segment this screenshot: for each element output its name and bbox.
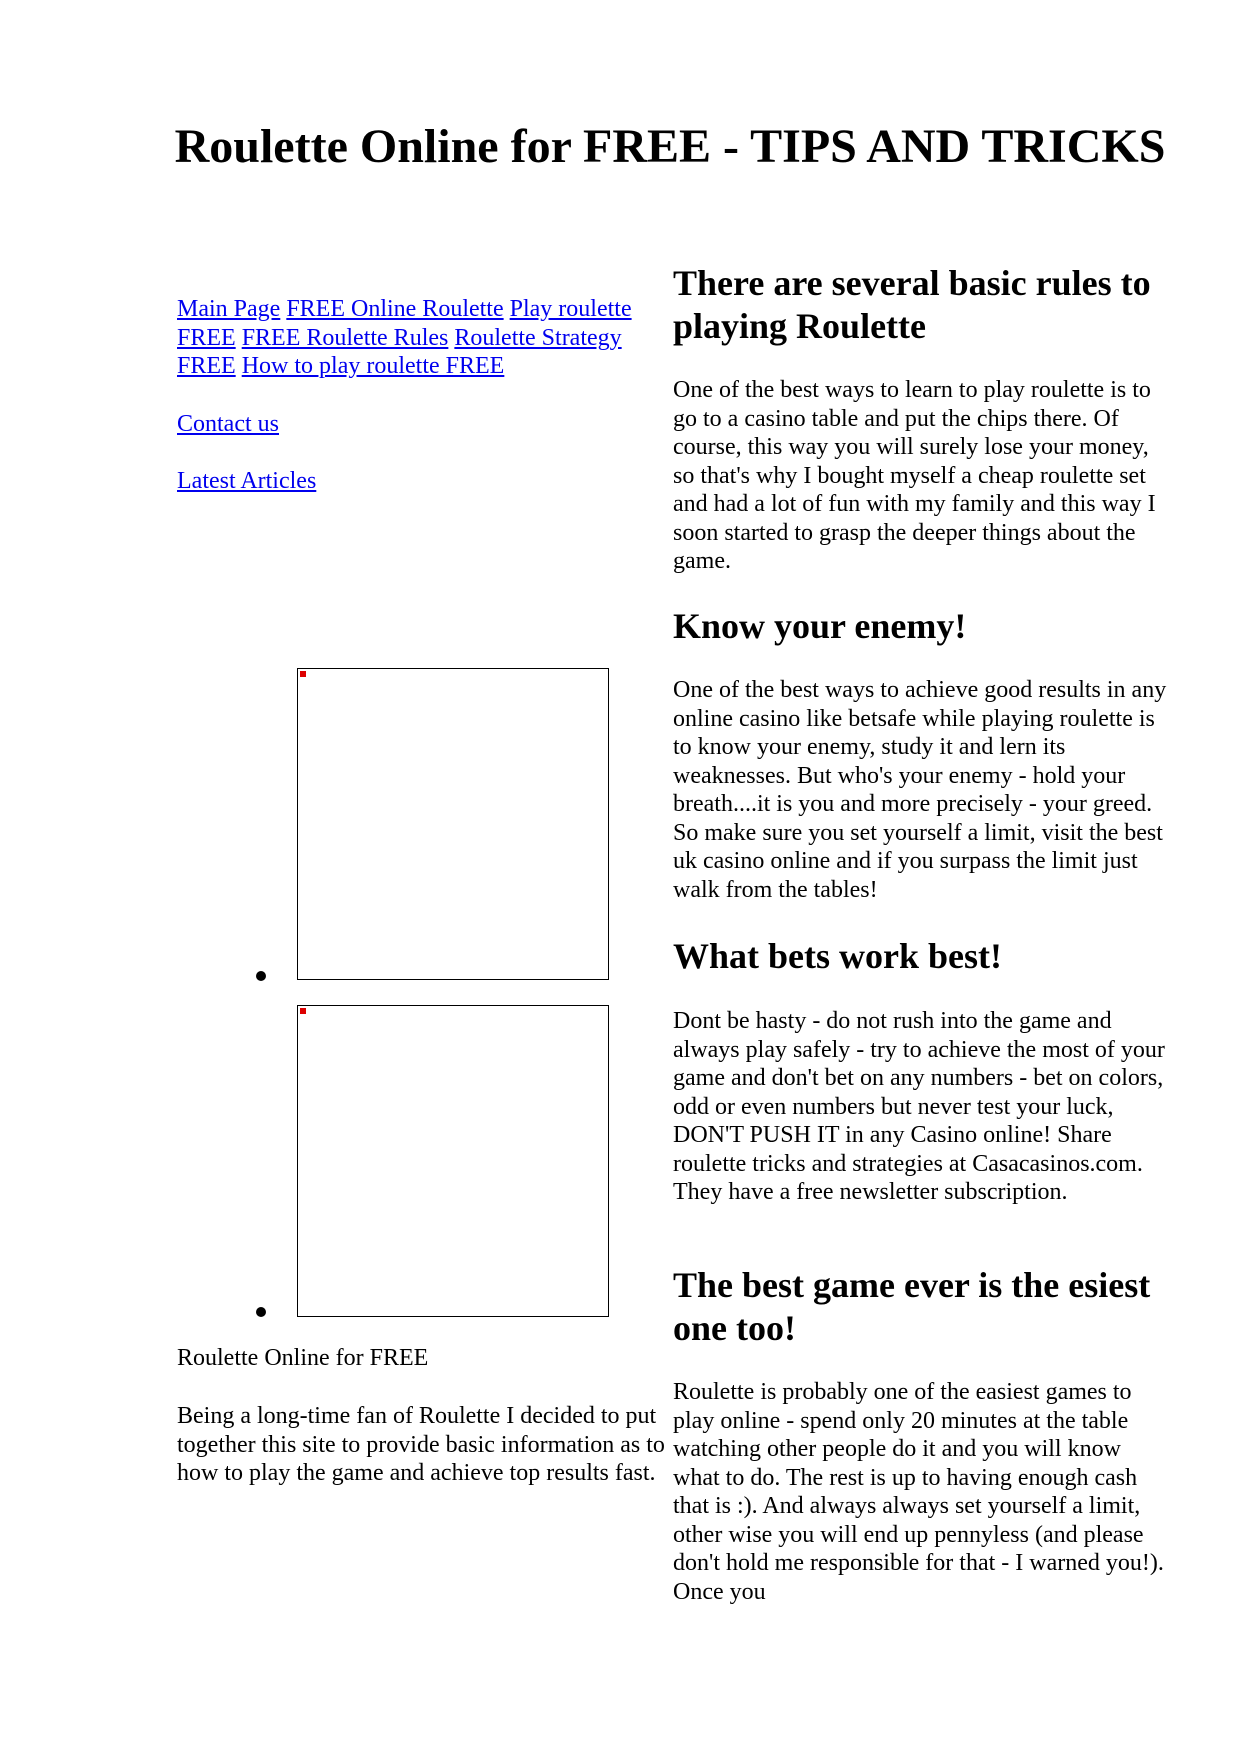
nav-link-how-to-play-roulette-free[interactable]: How to play roulette FREE (241, 353, 505, 379)
broken-image-icon (300, 1008, 306, 1014)
left-intro: Being a long-time fan of Roulette I decided to put together this site to provide basic information as to how to play the game and achieve top results fast. (177, 1403, 665, 1486)
section-body: Dont be hasty - do not rush into the game and always play safely - try to achieve the most of your game and don't bet on any numbers - bet on colors, odd or even numbers but never test your luck, DON'T PUSH IT in any Casino online! Share roulette tricks and strategies at Casacasinos.com. They have a free newsletter subscription. (673, 1008, 1165, 1205)
section-body: Roulette is probably one of the easiest games to play online - spend only 20 minutes at the table watching other people do it and you will know what to do. The rest is up to having enough cash that is :). And always always set yourself a limit, other wise you will end up pennyless (and please don't hold me responsible for that - I warned you!). Once you (673, 1379, 1164, 1605)
list-bullet (256, 1307, 266, 1317)
section-heading: Know your enemy! (673, 606, 967, 646)
nav-link-free-roulette-rules[interactable]: FREE Roulette Rules (241, 324, 449, 351)
section-body: One of the best ways to achieve good results in any online casino like betsafe while playing roulette is to know your enemy, study it and lern its weaknesses. But who's your enemy - hold your breath....it is you and more precisely - your greed. So make sure you set yourself a limit, visit the best uk casino online and if you surpass the limit just walk from the tables! (673, 677, 1167, 903)
latest-articles-block (177, 467, 316, 495)
contact-block (177, 410, 279, 438)
nav-link-main-page[interactable]: Main Page (177, 296, 281, 322)
nav-links (177, 295, 667, 381)
nav-link-play-roulette-free[interactable]: Play roulette FREE (177, 296, 632, 351)
left-subtitle: Roulette Online for FREE (177, 1345, 429, 1371)
contact-link[interactable]: Contact us (177, 411, 279, 437)
image-placeholder (297, 1005, 609, 1317)
image-placeholder (297, 668, 609, 980)
section-heading: What bets work best! (673, 936, 1002, 976)
nav-link-free-online-roulette[interactable]: FREE Online Roulette (286, 296, 504, 322)
broken-image-icon (300, 671, 306, 677)
section-body: One of the best ways to learn to play roulette is to go to a casino table and put the chips there. Of course, this way you will surely lose your money, so that's why I bought myself a cheap roulette set and had a lot of fun with my family and this way I soon started to grasp the deeper things about the game. (673, 377, 1156, 574)
section-heading: The best game ever is the esiest one too! (673, 1265, 1151, 1348)
page-title: Roulette Online for FREE - TIPS AND TRICKS (174, 120, 1166, 173)
section-heading: There are several basic rules to playing Roulette (673, 263, 1151, 346)
latest-articles-link[interactable]: Latest Articles (177, 468, 317, 494)
list-bullet (256, 971, 266, 981)
nav-link-roulette-strategy-free[interactable]: Roulette Strategy FREE (177, 324, 622, 379)
